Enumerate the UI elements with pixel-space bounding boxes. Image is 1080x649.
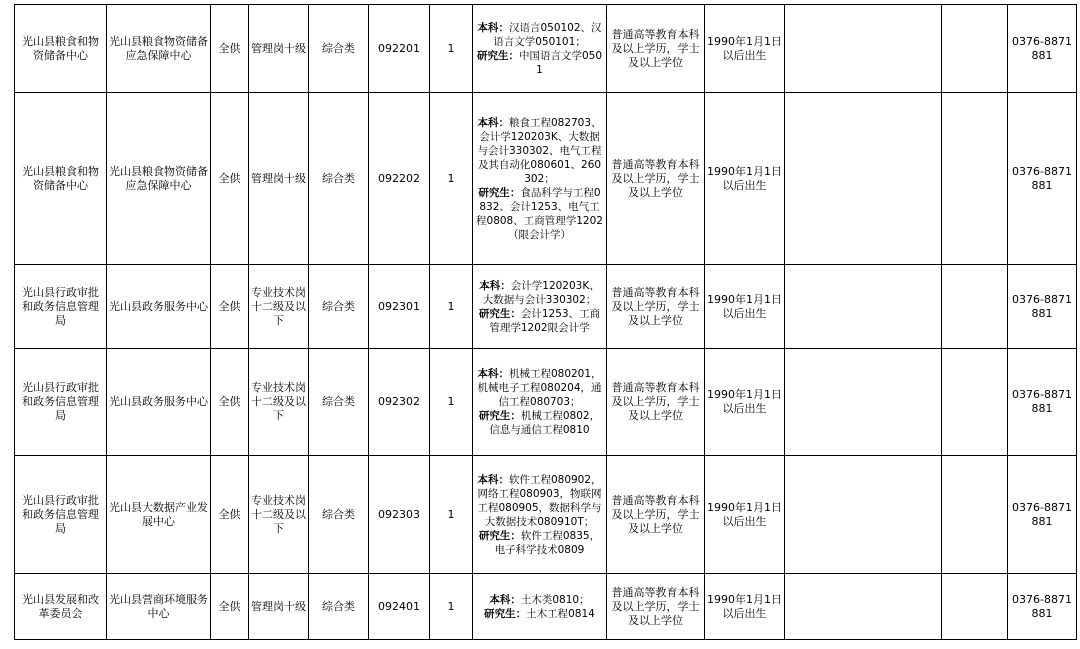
category-cell: 综合类 bbox=[309, 456, 369, 574]
major-requirement-cell bbox=[473, 349, 607, 456]
bachelor-majors: 机械工程080201，机械电子工程080204，通信工程080703； bbox=[477, 368, 602, 408]
code-cell: 092302 bbox=[369, 349, 430, 456]
phone-cell: 0376-8871881 bbox=[1008, 5, 1077, 93]
level-cell: 管理岗十级 bbox=[249, 574, 309, 640]
phone-cell: 0376-8871881 bbox=[1008, 349, 1077, 456]
other-cell bbox=[785, 265, 942, 349]
education-cell: 普通高等教育本科及以上学历，学士及以上学位 bbox=[607, 349, 705, 456]
education-cell: 普通高等教育本科及以上学历，学士及以上学位 bbox=[607, 93, 705, 265]
bachelor-majors: 软件工程080902，网络工程080903，物联网工程080905，数据科学与大数据技术080910T； bbox=[477, 473, 602, 528]
dept-cell: 光山县粮食和物资储备中心 bbox=[15, 93, 107, 265]
education-cell: 普通高等教育本科及以上学历，学士及以上学位 bbox=[607, 5, 705, 93]
count-cell: 1 bbox=[430, 574, 473, 640]
dept-cell: 光山县行政审批和政务信息管理局 bbox=[15, 456, 107, 574]
dept-cell: 光山县行政审批和政务信息管理局 bbox=[15, 349, 107, 456]
graduate-majors: 机械工程0802，信息与通信工程0810 bbox=[489, 410, 601, 436]
category-cell: 综合类 bbox=[309, 574, 369, 640]
level-cell: 管理岗十级 bbox=[249, 5, 309, 93]
bachelor-majors: 土木类0810； bbox=[520, 593, 590, 606]
bachelor-majors: 会计学120203K、大数据与会计330302； bbox=[482, 279, 600, 306]
funding-cell: 全供 bbox=[211, 93, 249, 265]
dept-cell: 光山县发展和改革委员会 bbox=[15, 574, 107, 640]
age-cell: 1990年1月1日以后出生 bbox=[705, 456, 785, 574]
graduate-majors: 软件工程0835，电子科学技术0809 bbox=[494, 529, 601, 556]
bachelor-label: 本科： bbox=[477, 21, 509, 34]
graduate-majors: 土木工程0814 bbox=[526, 607, 595, 620]
graduate-majors: 会计1253、工商管理学1202限会计学 bbox=[489, 307, 601, 334]
count-cell: 1 bbox=[430, 5, 473, 93]
education-cell: 普通高等教育本科及以上学历，学士及以上学位 bbox=[607, 265, 705, 349]
other-cell bbox=[942, 456, 1008, 574]
other-cell bbox=[785, 349, 942, 456]
unit-cell: 光山县粮食物资储备应急保障中心 bbox=[107, 93, 211, 265]
other-cell bbox=[942, 93, 1008, 265]
table-row bbox=[15, 5, 1077, 93]
category-cell: 综合类 bbox=[309, 265, 369, 349]
other-cell bbox=[942, 5, 1008, 93]
other-cell bbox=[785, 93, 942, 265]
phone-cell: 0376-8871881 bbox=[1008, 456, 1077, 574]
bachelor-label: 本科： bbox=[489, 593, 521, 606]
table-row bbox=[15, 456, 1077, 574]
other-cell bbox=[785, 456, 942, 574]
positions-table bbox=[14, 4, 1077, 640]
other-cell bbox=[942, 574, 1008, 640]
count-cell: 1 bbox=[430, 93, 473, 265]
graduate-label: 研究生： bbox=[484, 607, 527, 620]
phone-cell: 0376-8871881 bbox=[1008, 93, 1077, 265]
graduate-label: 研究生： bbox=[478, 307, 521, 320]
graduate-label: 研究生： bbox=[478, 186, 521, 199]
major-requirement-cell bbox=[473, 265, 607, 349]
category-cell: 综合类 bbox=[309, 349, 369, 456]
code-cell: 092303 bbox=[369, 456, 430, 574]
major-requirement-cell bbox=[473, 574, 607, 640]
graduate-label: 研究生： bbox=[478, 410, 521, 422]
category-cell: 综合类 bbox=[309, 5, 369, 93]
dept-cell: 光山县行政审批和政务信息管理局 bbox=[15, 265, 107, 349]
age-cell: 1990年1月1日以后出生 bbox=[705, 349, 785, 456]
unit-cell: 光山县粮食物资储备应急保障中心 bbox=[107, 5, 211, 93]
table-row bbox=[15, 265, 1077, 349]
funding-cell: 全供 bbox=[211, 349, 249, 456]
age-cell: 1990年1月1日以后出生 bbox=[705, 265, 785, 349]
table-row bbox=[15, 349, 1077, 456]
education-cell: 普通高等教育本科及以上学历，学士及以上学位 bbox=[607, 574, 705, 640]
graduate-majors: 食品科学与工程0832、会计1253、电气工程0808、工商管理学1202（限会计学） bbox=[476, 186, 603, 241]
phone-cell: 0376-8871881 bbox=[1008, 265, 1077, 349]
unit-cell: 光山县大数据产业发展中心 bbox=[107, 456, 211, 574]
graduate-label: 研究生： bbox=[476, 49, 519, 62]
education-cell: 普通高等教育本科及以上学历，学士及以上学位 bbox=[607, 456, 705, 574]
dept-cell: 光山县粮食和物资储备中心 bbox=[15, 5, 107, 93]
table-row bbox=[15, 93, 1077, 265]
code-cell: 092301 bbox=[369, 265, 430, 349]
funding-cell: 全供 bbox=[211, 456, 249, 574]
major-requirement-cell bbox=[473, 93, 607, 265]
bachelor-label: 本科： bbox=[477, 473, 509, 486]
other-cell bbox=[942, 265, 1008, 349]
bachelor-majors: 粮食工程082703、会计学120203K、大数据与会计330302、电气工程及其自动化080601、260302； bbox=[477, 116, 602, 185]
bachelor-majors: 汉语言050102、汉语言文学050101； bbox=[493, 21, 602, 48]
code-cell: 092202 bbox=[369, 93, 430, 265]
unit-cell: 光山县政务服务中心 bbox=[107, 265, 211, 349]
code-cell: 092401 bbox=[369, 574, 430, 640]
unit-cell: 光山县营商环境服务中心 bbox=[107, 574, 211, 640]
level-cell: 专业技术岗十二级及以下 bbox=[249, 456, 309, 574]
level-cell: 专业技术岗十二级及以下 bbox=[249, 349, 309, 456]
other-cell bbox=[785, 574, 942, 640]
major-requirement-cell bbox=[473, 456, 607, 574]
category-cell: 综合类 bbox=[309, 93, 369, 265]
age-cell: 1990年1月1日以后出生 bbox=[705, 93, 785, 265]
funding-cell: 全供 bbox=[211, 265, 249, 349]
funding-cell: 全供 bbox=[211, 574, 249, 640]
age-cell: 1990年1月1日以后出生 bbox=[705, 574, 785, 640]
count-cell: 1 bbox=[430, 349, 473, 456]
phone-cell: 0376-8871881 bbox=[1008, 574, 1077, 640]
major-requirement-cell bbox=[473, 5, 607, 93]
other-cell bbox=[785, 5, 942, 93]
count-cell: 1 bbox=[430, 265, 473, 349]
bachelor-label: 本科： bbox=[479, 279, 511, 292]
count-cell: 1 bbox=[430, 456, 473, 574]
bachelor-label: 本科： bbox=[477, 368, 509, 380]
unit-cell: 光山县政务服务中心 bbox=[107, 349, 211, 456]
table-row bbox=[15, 574, 1077, 640]
graduate-label: 研究生： bbox=[478, 529, 521, 542]
bachelor-label: 本科： bbox=[477, 116, 509, 129]
level-cell: 管理岗十级 bbox=[249, 93, 309, 265]
funding-cell: 全供 bbox=[211, 5, 249, 93]
age-cell: 1990年1月1日以后出生 bbox=[705, 5, 785, 93]
level-cell: 专业技术岗十二级及以下 bbox=[249, 265, 309, 349]
graduate-majors: 中国语言文学0501 bbox=[518, 49, 603, 76]
code-cell: 092201 bbox=[369, 5, 430, 93]
other-cell bbox=[942, 349, 1008, 456]
